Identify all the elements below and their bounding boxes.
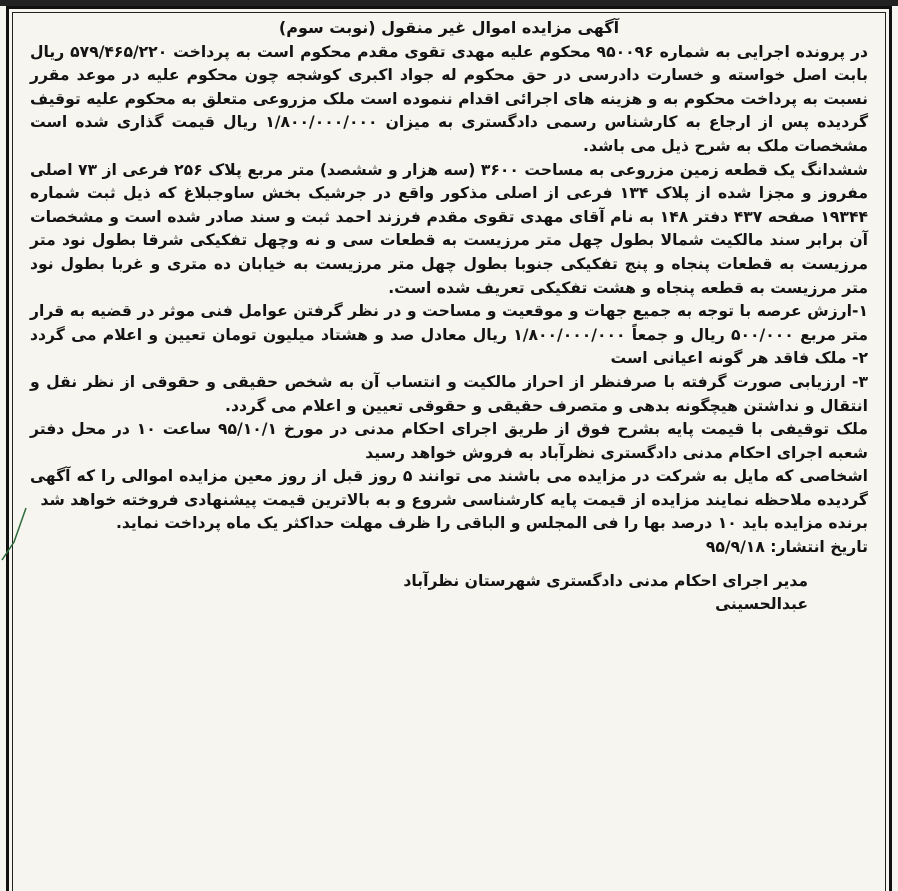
notice-body (30, 16, 868, 887)
signature-title: مدیر اجرای احکام مدنی دادگستری شهرستان نظرآباد (403, 571, 808, 590)
notice-title: آگهی مزایده اموال غیر منقول (نوبت سوم) (278, 18, 620, 37)
property-description-paragraph: ششدانگ یک قطعه زمین مزروعی به مساحت ۳۶۰۰ (سه هزار و ششصد) متر مربع پلاک ۲۵۶ فرعی از ۷۳ اصلی مفروز و مجزا شده از پلاک ۱۳۴ فرعی از اصلی مذکور واقع در جرشیک بخش ساوجبلاغ که ذیل ثبت شماره ۱۹۳۴۴ صفحه ۴۳۷ دفتر ۱۴۸ به نام آقای مهدی تقوی مقدم فرزند احمد ثبت و سند صادر شده است و مشخصات آن برابر سند مالکیت شمالا بطول چهل متر مرزیست به قطعات سی و نه وچهل تفکیکی شرقا بطول نود متر مرزیست به قطعات پنجاه و پنج تفکیکی جنوبا بطول چهل متر مرزیست به خیابان ده متری و غربا بطول نود متر مرزیست به قطعه پنجاه و هشت تفکیکی تعریف شده است. (30, 160, 869, 297)
valuation-item-1: ۱-ارزش عرصه با توجه به جمیع جهات و موقعیت و مساحت و در نظر گرفتن عوامل فنی موثر در قضیه به قرار متر مربع ۵۰۰/۰۰۰ ریال و جمعاً ۱/۸۰۰/۰۰۰/۰۰۰ ریال معادل صد و هشتاد میلیون تومان تعیین و اعلام می گردد ۲- ملک فاقد هر گونه اعیانی است (30, 302, 868, 368)
notice-intro-paragraph: در پرونده اجرایی به شماره ۹۵۰۰۹۶ محکوم علیه مهدی تقوی مقدم محکوم است به پرداخت ۵۷۹/۴۶۵/۲۲۰ ریال بابت اصل خواسته و خسارت دادرسی در حق محکوم له جواد اکبری کوشجه چون محکوم علیه در موعد مقرر نسبت به پرداخت محکوم به و هزینه های اجرائی اقدام ننموده است ملک مزروعی متعلق به محکوم علیه توقیف گردیده پس از ارجاع به کارشناس رسمی دادگستری به میزان ۱/۸۰۰/۰۰۰/۰۰۰ ریال قیمت گذاری شده است مشخصات ملک به شرح ذیل می باشد. (30, 42, 869, 155)
signature-name: عبدالحسینی (715, 595, 808, 614)
valuation-item-3: ۳- ارزیابی صورت گرفته با صرفنظر از احراز مالکیت و انتساب آن به شخص حقیقی و حقوقی از نظر نقل و انتقال و نداشتن هیچگونه بدهی و متصرف حقیقی و حقوقی تعیین و اعلام می گردد. (30, 372, 868, 415)
auction-time-paragraph: ملک توقیفی با قیمت پایه بشرح فوق از طریق اجرای احکام مدنی در مورخ ۹۵/۱۰/۱ ساعت ۱۰ در محل دفتر شعبه اجرای احکام مدنی دادگستری نظرآباد به فروش خواهد رسید (30, 420, 869, 462)
winner-terms-paragraph: برنده مزایده باید ۱۰ درصد بها را فی المجلس و الباقی را ظرف مهلت حداکثر یک ماه پرداخت نماید. (115, 514, 868, 533)
publish-date: تاریخ انتشار: ۹۵/۹/۱۸ (705, 538, 868, 557)
participants-paragraph: اشخاصی که مایل به شرکت در مزایده می باشند می توانند ۵ روز قبل از روز معین مزایده اموالی را که آگهی گردیده ملاحظه نمایند مزایده از قیمت پایه کارشناسی شروع و به بالاترین قیمت پیشنهادی فروخته خواهد شد (30, 467, 869, 509)
